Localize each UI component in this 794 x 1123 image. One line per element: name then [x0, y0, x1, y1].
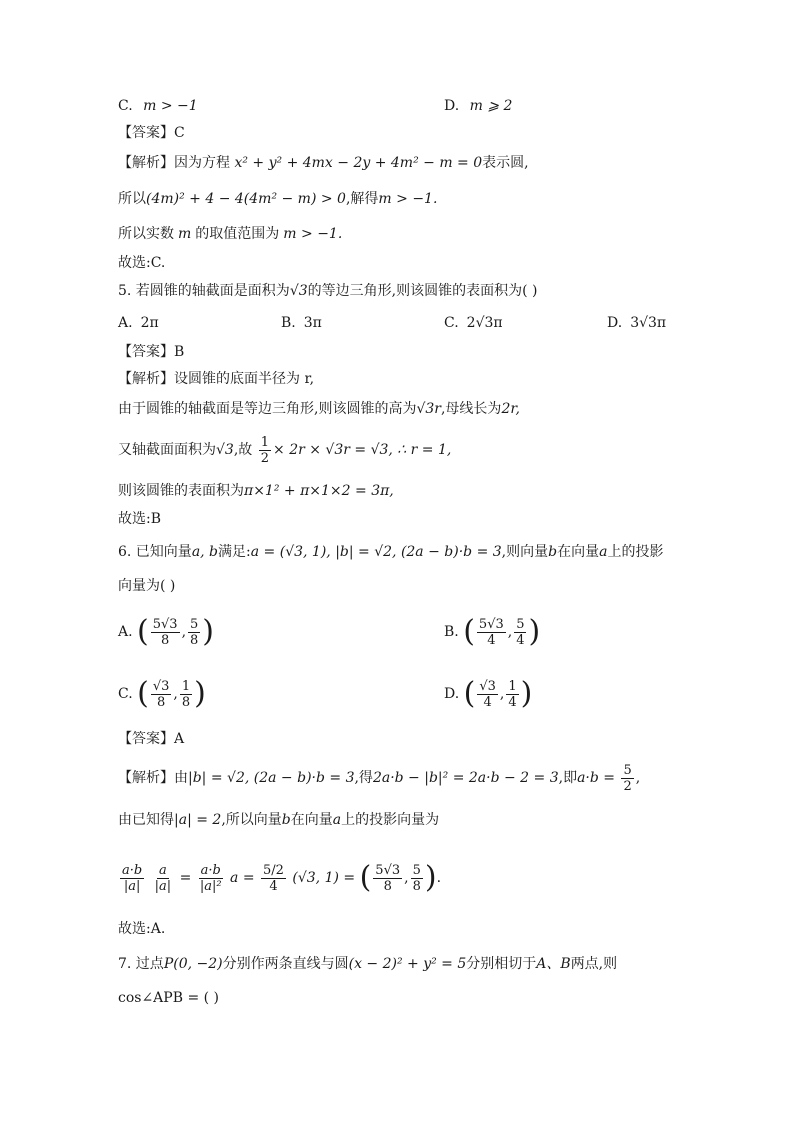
result: a·b = — [577, 770, 616, 786]
fraction — [198, 863, 224, 894]
option-label: A. — [118, 315, 133, 331]
text: 由已知得 — [118, 812, 174, 828]
text: 上的投影 — [607, 544, 664, 560]
numerator: √3 — [152, 678, 170, 694]
q7-stem-line-1 — [118, 954, 617, 974]
option-label: C. — [444, 315, 459, 331]
q5-answer — [118, 342, 184, 362]
q4-option-c-value: m > −1 — [143, 98, 198, 114]
circle-equation: (x − 2)² + y² = 5 — [348, 956, 467, 972]
vectors: a, b — [191, 544, 219, 560]
text: 由 — [174, 770, 188, 786]
text: 所以实数 — [118, 226, 174, 242]
text: , — [635, 770, 641, 786]
q5-option-c — [444, 313, 503, 333]
text: 分别相切于 — [466, 956, 537, 972]
denominator: 8 — [181, 694, 191, 710]
numerator: a·b — [200, 862, 221, 878]
q6-option-c: C. ( $\frac{√3}{8}$ , $\frac{1}{8}$ ) — [118, 676, 206, 711]
analysis-tag: 【解析】 — [118, 155, 174, 171]
q5-stem — [118, 281, 537, 301]
fraction — [621, 763, 633, 794]
q6-answer — [118, 729, 184, 749]
text: 由于圆锥的轴截面是等边三角形,则该圆锥的高为 — [118, 401, 417, 417]
numerator: 5√3 — [152, 616, 178, 632]
fraction — [153, 863, 174, 894]
vector-a: a — [332, 812, 342, 828]
q6-analysis-line-3: $\frac{a\cdot b}{|a|}$ $\frac{a}{|a|}$ = $\frac{a\cdot b}{\text{|a|²}}$ a = $\frac{5/2}{4}$ (√3, 1) = ( $\frac{5√3}{8}$ , $\frac{5}{8}$ ). — [122, 860, 442, 895]
option-label: D. — [607, 315, 623, 331]
answer-value: A — [174, 731, 185, 747]
text: 则该圆锥的表面积为 — [118, 483, 244, 499]
condition: a = (√3, 1), |b| = √2, (2a − b)·b = 3 — [250, 544, 502, 560]
math: √3 — [289, 283, 308, 299]
vector-a: a — [599, 544, 608, 560]
q4-option-d-label: D. — [444, 98, 460, 114]
fraction — [261, 863, 286, 894]
text: 6. 已知向量 — [118, 544, 192, 560]
math: 2r, — [501, 401, 520, 417]
fraction — [477, 617, 506, 648]
condition: |b| = √2, (2a − b)·b = 3 — [188, 770, 355, 786]
numerator: a·b — [122, 862, 143, 878]
text: 5. 若圆锥的轴截面是面积为 — [118, 283, 290, 299]
fraction — [373, 863, 402, 894]
numerator: 5 — [623, 762, 632, 778]
denominator: 2 — [260, 450, 270, 466]
text: 在向量 — [290, 812, 333, 828]
q6-option-a: A. ( $\frac{5√3}{8}$ , $\frac{5}{8}$ ) — [118, 614, 215, 649]
q7-stem-line-2: cos∠APB = ( ) — [118, 990, 220, 1006]
option-value: 3√3π — [630, 315, 667, 331]
text: 所以 — [118, 191, 146, 207]
numerator: 1 — [181, 678, 191, 694]
fraction — [188, 617, 200, 648]
denominator: 4 — [269, 878, 278, 894]
fraction — [506, 679, 518, 710]
numerator: 5√3 — [478, 616, 504, 632]
text: 的取值范围为 — [195, 226, 280, 242]
analysis-tag: 【解析】 — [118, 770, 174, 786]
q4-analysis-line-2 — [118, 189, 437, 209]
option-label: A. — [118, 624, 133, 640]
fraction — [259, 435, 271, 466]
numerator: 5 — [190, 616, 199, 632]
denominator: 4 — [483, 694, 492, 710]
text: ,解得 — [345, 191, 379, 207]
text: 设圆锥的底面半径为 r, — [174, 371, 315, 387]
q5-option-a — [118, 313, 159, 333]
math: (√3, 1) = — [292, 870, 356, 886]
numerator: 5√3 — [375, 862, 401, 878]
inequality: (4m)² + 4 − 4(4m² − m) > 0 — [146, 191, 346, 207]
text: ,母线长为 — [440, 401, 502, 417]
text: ,得 — [354, 770, 373, 786]
q5-option-b — [281, 313, 322, 333]
option-label: C. — [118, 686, 133, 702]
numerator: √3 — [479, 678, 496, 694]
answer-tag: 【答案】 — [118, 344, 174, 360]
option-value: 2π — [140, 315, 159, 331]
q4-analysis-line-1 — [118, 153, 529, 173]
fraction — [514, 617, 526, 648]
denominator: 2 — [623, 778, 632, 794]
answer-tag: 【答案】 — [118, 125, 174, 141]
math: × 2r × √3r = √3, ∴ r = 1, — [273, 442, 452, 458]
answer-tag: 【答案】 — [118, 731, 174, 747]
q4-option-d-value: m ⩾ 2 — [469, 98, 513, 114]
equals: = — [179, 870, 192, 886]
text: ,即 — [558, 770, 578, 786]
denominator: 8 — [156, 694, 166, 710]
fraction — [180, 679, 192, 710]
text: 两点,则 — [570, 956, 618, 972]
denominator: 8 — [383, 878, 392, 894]
math: √3 — [216, 442, 234, 458]
fraction — [477, 679, 498, 710]
denominator: 8 — [161, 632, 170, 648]
q4-option-c — [118, 96, 198, 116]
q4-choose: 故选:C. — [118, 255, 166, 271]
denominator: 4 — [508, 694, 517, 710]
option-label: B. — [444, 624, 459, 640]
text: 在向量 — [557, 544, 600, 560]
points: A、B — [536, 956, 571, 972]
result: m > −1. — [283, 226, 343, 242]
answer-value: C — [174, 125, 185, 141]
q5-choose: 故选:B — [118, 511, 162, 527]
option-value: 3π — [303, 315, 322, 331]
text: ,所以向量 — [221, 812, 282, 828]
numerator: 5 — [516, 616, 525, 632]
vector-b: b — [548, 544, 558, 560]
q4-answer — [118, 123, 185, 143]
text: 分别作两条直线与圆 — [222, 956, 349, 972]
q5-analysis-line-4 — [118, 481, 394, 501]
text: . — [436, 870, 442, 886]
fraction — [120, 863, 144, 894]
text: 表示圆, — [482, 155, 529, 171]
answer-value: B — [174, 344, 185, 360]
text: 上的投影向量为 — [341, 812, 440, 828]
denominator: |a| — [123, 878, 141, 894]
result: m > −1. — [378, 191, 438, 207]
math: √3r — [416, 401, 441, 417]
math: |a| = 2 — [174, 812, 222, 828]
q5-analysis-line-3 — [118, 430, 451, 470]
q6-analysis-line-2 — [118, 810, 439, 830]
numerator: 5 — [412, 862, 421, 878]
text: 又轴截面面积为 — [118, 442, 216, 458]
denominator: 8 — [190, 632, 199, 648]
q4-option-c-label: C. — [118, 98, 133, 114]
text: 满足: — [218, 544, 251, 560]
point: P(0, −2) — [163, 956, 223, 972]
var-m: m — [178, 226, 192, 242]
q6-stem-line-1 — [118, 542, 663, 562]
numerator: a — [159, 862, 167, 878]
q6-option-b: B. ( $\frac{5√3}{4}$ , $\frac{5}{4}$ ) — [444, 614, 541, 649]
denominator: 4 — [487, 632, 496, 648]
math: π×1² + π×1×2 = 3π, — [244, 483, 394, 499]
numerator: 1 — [260, 434, 270, 450]
option-label: B. — [281, 315, 296, 331]
denominator: 8 — [412, 878, 421, 894]
numerator: 5/2 — [263, 862, 284, 878]
q4-option-d — [444, 96, 512, 116]
q4-analysis-line-3 — [118, 224, 342, 244]
fraction — [151, 679, 172, 710]
q6-analysis-line-1 — [118, 758, 640, 798]
denominator: 4 — [516, 632, 525, 648]
q6-option-d: D. ( $\frac{√3}{4}$ , $\frac{1}{4}$ ) — [444, 676, 533, 711]
expression: 2a·b − |b|² = 2a·b − 2 = 3 — [372, 770, 559, 786]
fraction — [411, 863, 423, 894]
text: ,则向量 — [501, 544, 549, 560]
option-label: D. — [444, 686, 460, 702]
fraction — [151, 617, 180, 648]
numerator: 1 — [508, 678, 517, 694]
q5-analysis-line-2 — [118, 399, 520, 419]
q5-analysis-line-1 — [118, 369, 314, 389]
analysis-tag: 【解析】 — [118, 371, 174, 387]
text: 的等边三角形,则该圆锥的表面积为( ) — [307, 283, 538, 299]
q5-option-d — [607, 313, 666, 333]
denominator: |a| — [154, 878, 172, 894]
q6-choose: 故选:A. — [118, 921, 166, 937]
q6-stem-line-2: 向量为( ) — [118, 578, 176, 594]
vector-b: b — [281, 812, 291, 828]
text: 因为方程 — [174, 155, 230, 171]
text: ,故 — [233, 442, 253, 458]
math: a = — [230, 870, 255, 886]
denominator: |a|² — [199, 878, 222, 894]
option-value: 2√3π — [466, 315, 503, 331]
equation: x² + y² + 4mx − 2y + 4m² − m = 0 — [234, 155, 483, 171]
text: 7. 过点 — [118, 956, 164, 972]
